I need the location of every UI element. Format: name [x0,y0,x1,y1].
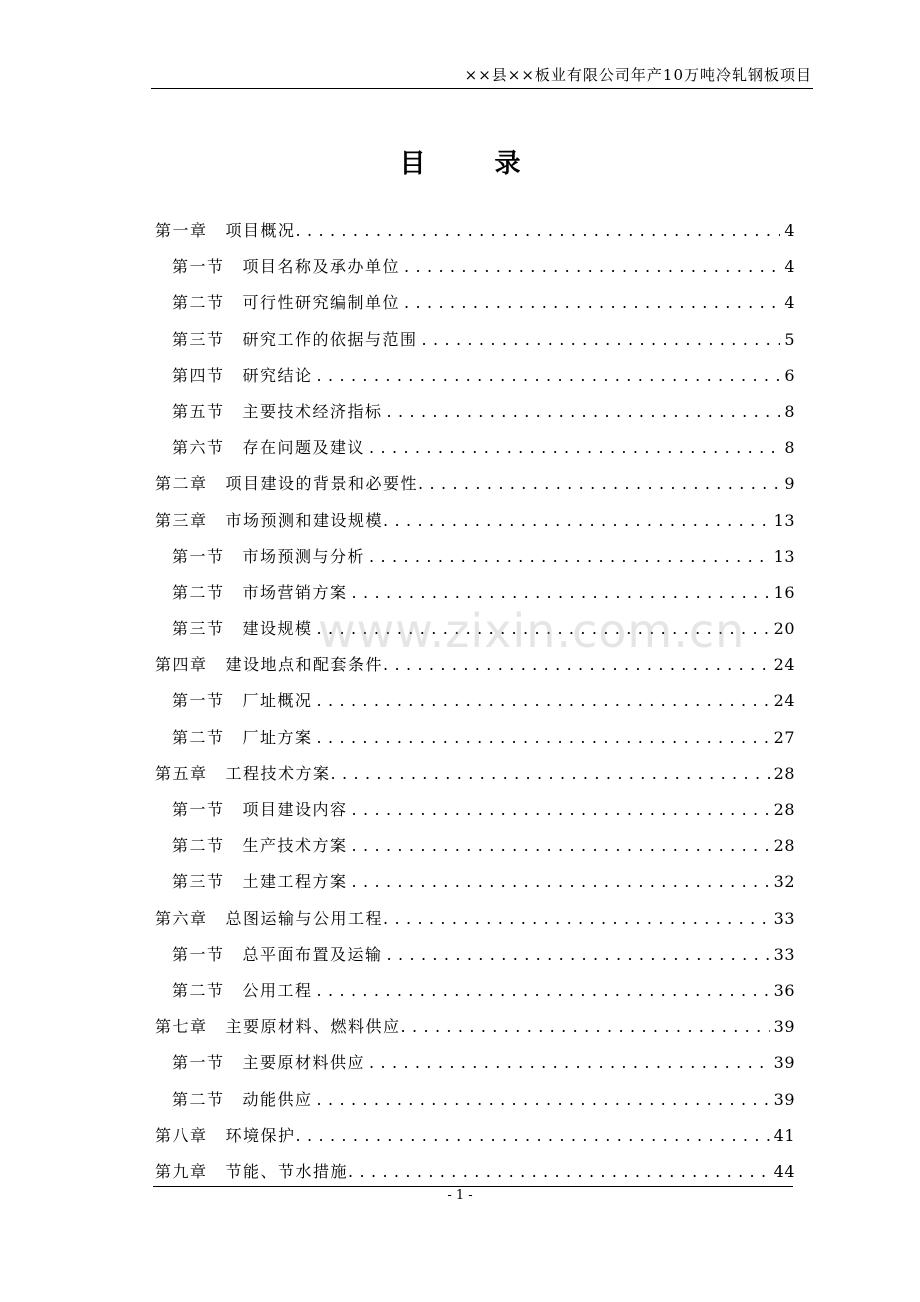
toc-entry-title: 可行性研究编制单位 [242,293,401,313]
toc-entry-title: 主要技术经济指标 [242,401,383,421]
toc-entry-label: 第二节 [172,582,225,602]
toc-entry-page: 39 [773,1089,795,1109]
toc-entry-label: 第二章 [155,474,208,494]
toc-entry-section[interactable] [155,285,795,321]
toc-entry-title: 总平面布置及运输 [242,944,383,964]
toc-entry-title: 市场预测和建设规模 [225,510,384,530]
table-of-contents [155,213,795,1190]
toc-entry-page: 13 [773,546,795,566]
toc-entry-page: 32 [773,872,795,892]
toc-entry-section[interactable] [155,322,795,358]
header-text: ××县××板业有限公司年产10万吨冷轧钢板项目 [464,66,812,84]
toc-entry-page: 16 [773,582,795,602]
toc-entry-title: 主要原材料供应 [242,1053,366,1073]
watermark: www.zixin.com.cn [318,604,746,658]
toc-entry-page: 33 [773,944,795,964]
toc-leader-dots [317,1082,770,1118]
toc-entry-section[interactable] [155,358,795,394]
toc-entry-chapter[interactable] [155,466,795,502]
toc-entry-page: 5 [784,329,795,349]
toc-entry-title: 市场营销方案 [242,582,348,602]
toc-entry-title: 主要原材料、燃料供应 [225,1017,401,1037]
header-rule [151,88,813,89]
toc-entry-section[interactable] [155,430,795,466]
toc-entry-section[interactable] [155,864,795,900]
toc-entry-title: 存在问题及建议 [242,438,366,458]
toc-entry-title: 生产技术方案 [242,836,348,856]
toc-leader-dots [383,901,770,937]
toc-leader-dots [317,358,781,394]
toc-entry-page: 28 [773,763,795,783]
toc-entry-title: 建设地点和配套条件 [225,655,384,675]
toc-leader-dots [296,213,781,249]
toc-entry-title: 厂址概况 [242,691,313,711]
toc-entry-label: 第一章 [155,221,208,240]
toc-entry-page: 33 [773,908,795,928]
toc-entry-label: 第二节 [172,293,225,313]
toc-entry-section[interactable] [155,394,795,430]
toc-entry-label: 第九章 [155,1161,208,1181]
toc-leader-dots [352,828,770,864]
toc-entry-label: 第六章 [155,908,208,928]
toc-entry-label: 第八章 [155,1125,208,1145]
toc-entry-label: 第三节 [172,619,225,639]
toc-entry-section[interactable] [155,937,795,973]
toc-entry-page: 24 [773,655,795,675]
toc-entry-page: 24 [773,691,795,711]
toc-leader-dots [387,394,781,430]
toc-entry-label: 第七章 [155,1017,208,1037]
toc-entry-title: 项目建设的背景和必要性 [225,474,419,494]
toc-leader-dots [317,973,770,1009]
toc-entry-page: 41 [773,1125,795,1145]
toc-entry-title: 项目建设内容 [242,800,348,819]
toc-entry-label: 第三章 [155,510,208,530]
toc-entry-title: 动能供应 [242,1089,313,1109]
toc-entry-page: 8 [784,401,795,421]
toc-entry-label: 第一节 [172,257,225,277]
toc-entry-chapter[interactable] [155,503,795,539]
toc-entry-label: 第五章 [155,763,208,783]
toc-leader-dots [369,430,780,466]
toc-entry-title: 市场预测与分析 [242,546,366,566]
toc-leader-dots [404,285,780,321]
toc-entry-section[interactable] [155,973,795,1009]
toc-entry-label: 第二节 [172,727,225,747]
footer-rule [153,1186,793,1187]
toc-leader-dots [369,539,770,575]
toc-entry-page: 39 [773,1017,795,1037]
toc-entry-page: 13 [773,510,795,530]
toc-entry-title: 项目概况 [225,221,296,240]
toc-leader-dots [317,683,770,719]
toc-entry-label: 第一节 [172,546,225,566]
toc-entry-page: 39 [773,1053,795,1073]
toc-entry-page: 36 [773,980,795,1000]
toc-entry-page: 27 [773,727,795,747]
toc-leader-dots [352,792,770,828]
toc-leader-dots [296,1118,770,1154]
toc-leader-dots [348,1154,770,1190]
toc-entry-title: 工程技术方案 [225,763,331,783]
toc-entry-title: 总图运输与公用工程 [225,908,384,928]
toc-entry-page: 4 [784,221,795,240]
toc-entry-chapter[interactable] [155,901,795,937]
toc-entry-section[interactable] [155,720,795,756]
toc-entry-title: 研究结论 [242,365,313,385]
toc-entry-section[interactable] [155,828,795,864]
toc-entry-page: 4 [784,257,795,277]
toc-entry-section[interactable] [155,683,795,719]
toc-entry-title: 研究工作的依据与范围 [242,329,418,349]
toc-leader-dots [401,1009,770,1045]
toc-leader-dots [352,864,770,900]
toc-entry-label: 第一节 [172,800,225,819]
toc-entry-page: 6 [784,365,795,385]
toc-entry-page: 28 [773,800,795,819]
toc-entry-title: 公用工程 [242,980,313,1000]
toc-entry-page: 28 [773,836,795,856]
toc-entry-page: 4 [784,293,795,313]
toc-entry-label: 第二节 [172,1089,225,1109]
toc-entry-chapter[interactable] [155,1154,795,1190]
toc-leader-dots [418,466,780,502]
toc-leader-dots [383,503,770,539]
toc-entry-title: 土建工程方案 [242,872,348,892]
toc-entry-chapter[interactable] [155,1009,795,1045]
toc-entry-chapter[interactable] [155,213,795,249]
toc-leader-dots [387,937,770,973]
toc-entry-page: 20 [773,619,795,639]
page-title: 目 录 [399,149,551,179]
toc-entry-page: 8 [784,438,795,458]
toc-entry-section[interactable] [155,1045,795,1081]
toc-entry-section[interactable] [155,792,795,828]
toc-entry-label: 第四节 [172,365,225,385]
toc-leader-dots [369,1045,770,1081]
toc-entry-chapter[interactable] [155,756,795,792]
toc-entry-chapter[interactable] [155,1118,795,1154]
footer-page-number: - 1 - [447,1188,473,1203]
toc-entry-label: 第一节 [172,691,225,711]
toc-entry-title: 项目名称及承办单位 [242,257,401,277]
toc-entry-section[interactable] [155,249,795,285]
toc-entry-page: 44 [773,1161,795,1181]
toc-entry-label: 第四章 [155,655,208,675]
toc-entry-label: 第一节 [172,944,225,964]
toc-leader-dots [331,756,770,792]
toc-leader-dots [422,322,781,358]
toc-entry-label: 第一节 [172,1053,225,1073]
toc-entry-label: 第二节 [172,836,225,856]
toc-leader-dots [404,249,780,285]
toc-entry-title: 厂址方案 [242,727,313,747]
toc-entry-title: 建设规模 [242,619,313,639]
toc-entry-label: 第三节 [172,872,225,892]
toc-entry-title: 节能、节水措施 [225,1161,349,1181]
toc-entry-section[interactable] [155,1082,795,1118]
toc-entry-title: 环境保护 [225,1125,296,1145]
toc-entry-label: 第三节 [172,329,225,349]
toc-entry-label: 第五节 [172,401,225,421]
toc-entry-section[interactable] [155,539,795,575]
toc-entry-label: 第六节 [172,438,225,458]
toc-leader-dots [317,720,770,756]
toc-entry-page: 9 [784,474,795,494]
toc-entry-label: 第二节 [172,980,225,1000]
